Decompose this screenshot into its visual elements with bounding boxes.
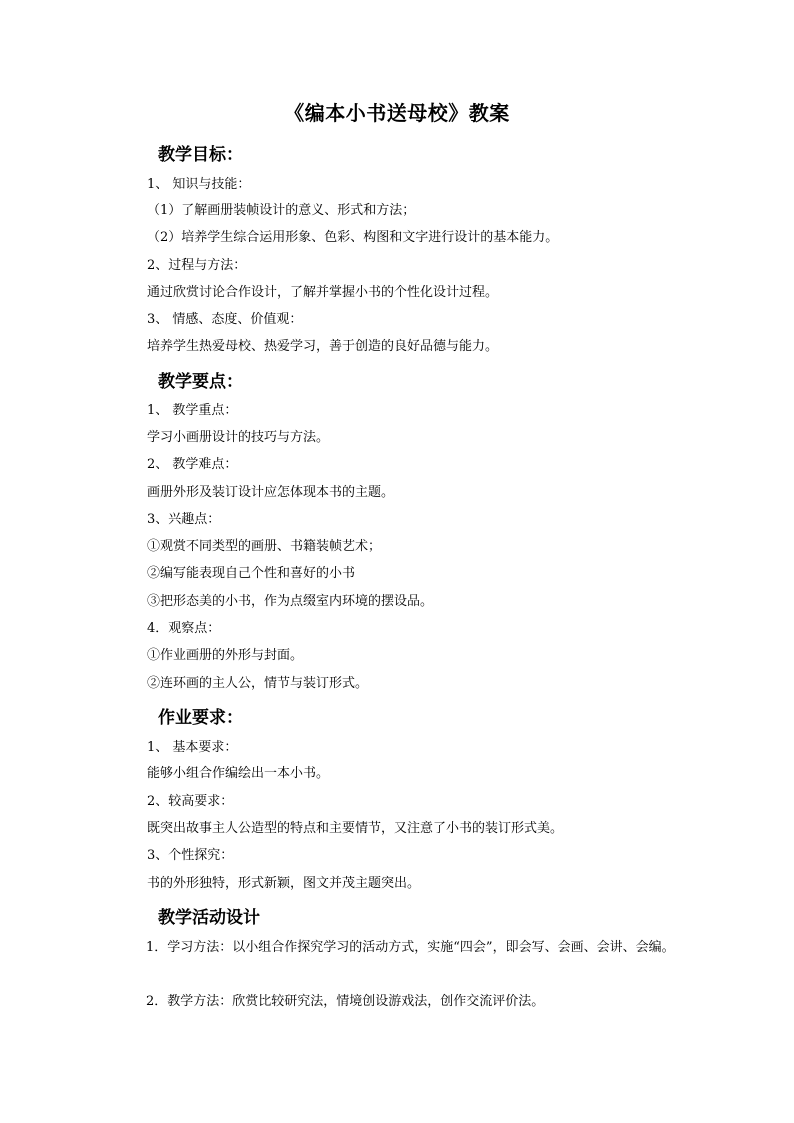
objectives-line: 培养学生热爱母校、热爱学习，善于创造的良好品德与能力。 xyxy=(147,339,499,354)
key-points-line: ②编写能表现自己个性和喜好的小书 xyxy=(147,566,356,581)
key-points-line: 画册外形及装订设计应怎体现本书的主题。 xyxy=(147,485,395,500)
section-heading-homework: 作业要求： xyxy=(158,708,243,728)
objectives-line: （2）培养学生综合运用形象、色彩、构图和文字进行设计的基本能力。 xyxy=(147,230,559,245)
activity-paragraph: 1．学习方法：以小组合作探究学习的活动方式，实施“四会”，即会写、会画、会讲、会编。 xyxy=(146,940,675,955)
key-points-line: 1、 教学重点： xyxy=(147,403,238,418)
key-points-line: ②连环画的主人公，情节与装订形式。 xyxy=(147,676,369,691)
section-heading-key-points: 教学要点： xyxy=(158,372,243,392)
objectives-line: 通过欣赏讨论合作设计，了解并掌握小书的个性化设计过程。 xyxy=(147,285,499,300)
objectives-line: 1、 知识与技能： xyxy=(147,177,251,192)
key-points-line: 4．观察点： xyxy=(147,621,221,636)
key-points-line: 学习小画册设计的技巧与方法。 xyxy=(147,430,330,445)
objectives-line: 2、过程与方法： xyxy=(147,258,247,273)
key-points-line: ①观赏不同类型的画册、书籍装帧艺术； xyxy=(147,539,382,554)
section-heading-activity-design: 教学活动设计 xyxy=(158,908,260,928)
homework-line: 能够小组合作编绘出一本小书。 xyxy=(147,766,330,781)
homework-line: 既突出故事主人公造型的特点和主要情节，又注意了小书的装订形式美。 xyxy=(147,821,564,836)
key-points-line: ①作业画册的外形与封面。 xyxy=(147,648,304,663)
document-title: 《编本小书送母校》教案 xyxy=(284,101,510,125)
homework-line: 书的外形独特，形式新颖，图文并茂主题突出。 xyxy=(147,876,421,891)
objectives-line: （1）了解画册装帧设计的意义、形式和方法； xyxy=(147,203,416,218)
section-heading-objectives: 教学目标： xyxy=(158,145,243,165)
homework-line: 3、个性探究： xyxy=(147,848,234,863)
activity-paragraph: 2．教学方法：欣赏比较研究法，情境创设游戏法，创作交流评价法。 xyxy=(146,994,545,1009)
homework-line: 2、较高要求： xyxy=(147,794,234,809)
key-points-line: 3、兴趣点： xyxy=(147,512,221,527)
key-points-line: ③把形态美的小书，作为点缀室内环境的摆设品。 xyxy=(147,594,434,609)
homework-line: 1、 基本要求： xyxy=(147,740,238,755)
key-points-line: 2、 教学难点： xyxy=(147,457,238,472)
objectives-line: 3、 情感、态度、价值观： xyxy=(147,312,303,327)
